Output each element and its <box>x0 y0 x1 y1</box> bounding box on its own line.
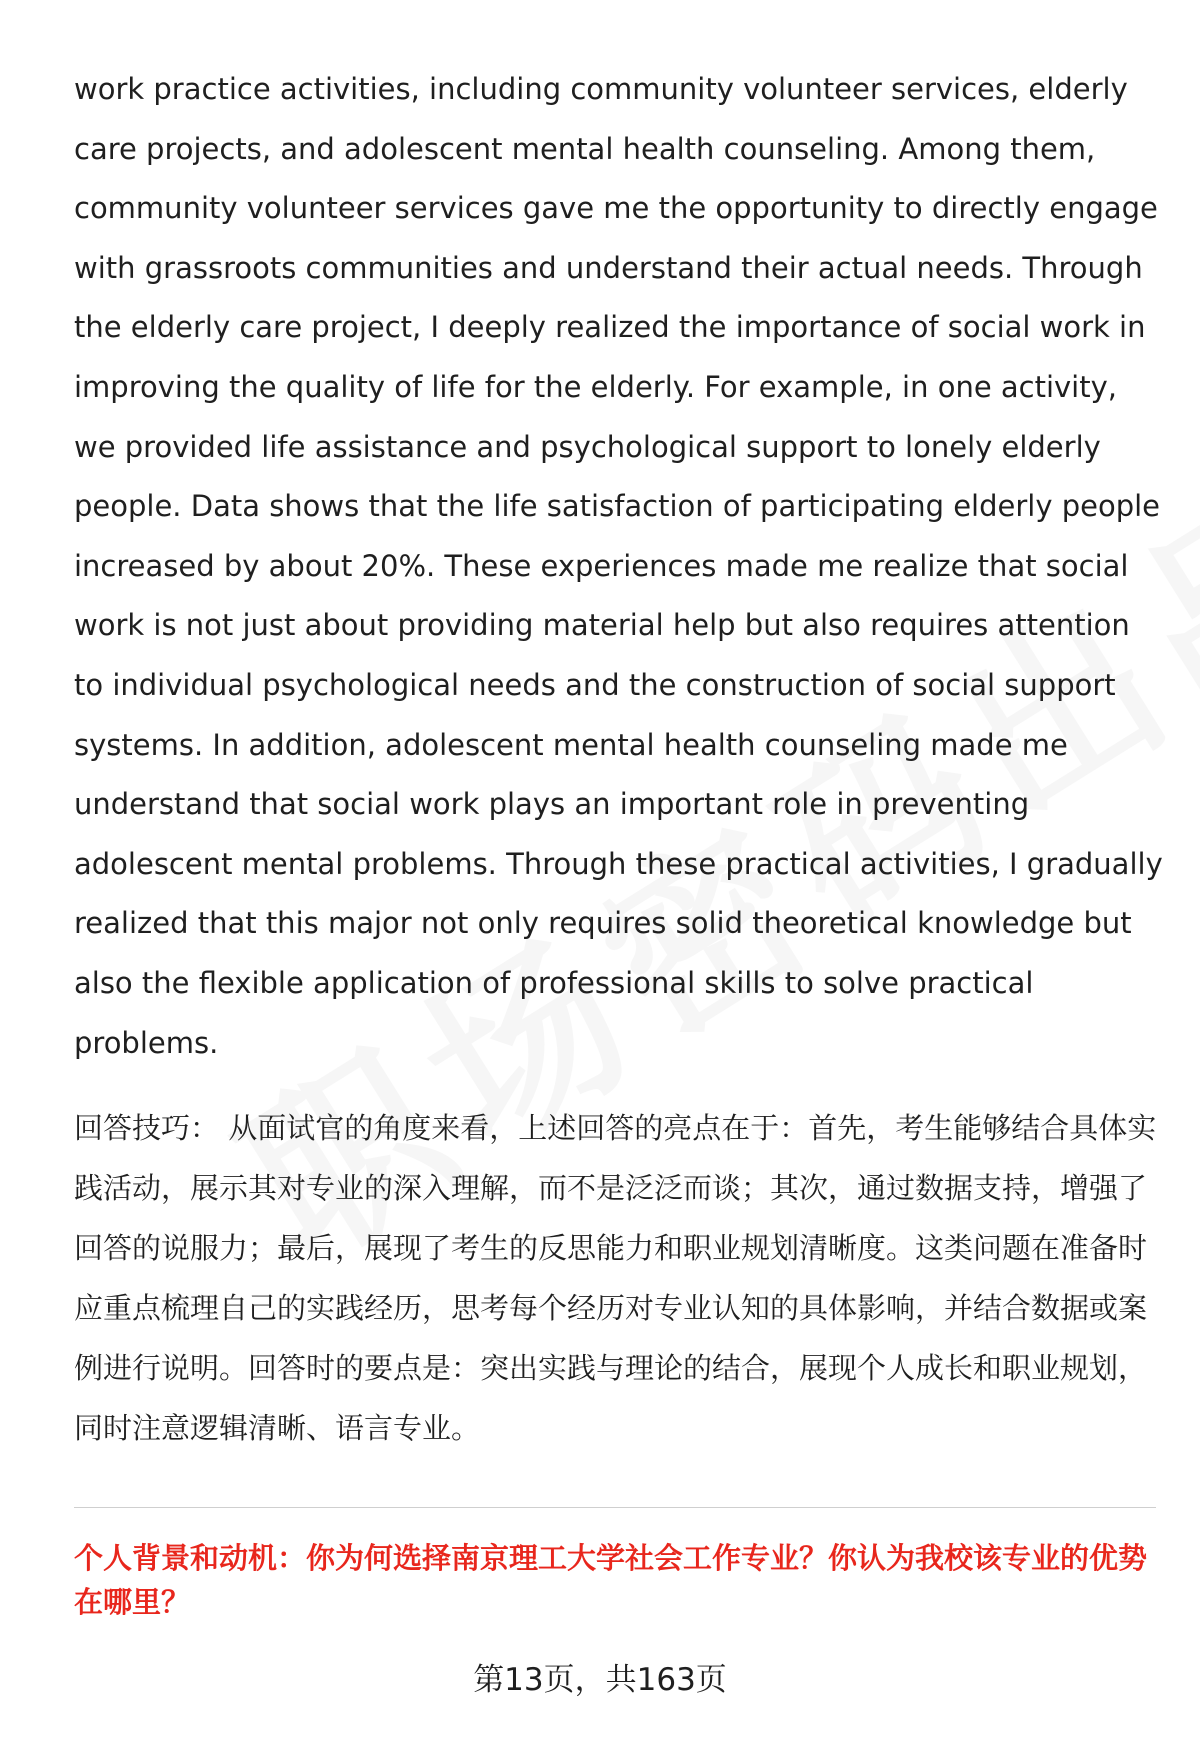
page-number-footer: 第13页，共163页 <box>473 1662 727 1698</box>
answer-paragraph: work practice activities, including community volunteer services, elderly care projects, and adolescent mental health counseling. Among them, community volunteer services gave me the opportunity to directly engage with grassroots communities and understand their actual needs. Through the elderly care project, I deeply realized the importance of social work in improving the quality of life for the elderly. For example, in one activity, we provided life assistance and psychological support to lonely elderly people. Data shows that the life satisfaction of participating elderly people increased by about 20%. These experiences made me realize that social work is not just about providing material help but also requires attention to individual psychological needs and the construction of social support systems. In addition, adolescent mental health counseling made me understand that social work plays an important role in preventing adolescent mental problems. Through these practical activities, I gradually realized that this major not only requires solid theoretical knowledge but also the flexible application of professional skills to solve practical problems. <box>74 72 1163 1060</box>
section-divider <box>74 1507 1156 1508</box>
next-question-heading: 个人背景和动机：你为何选择南京理工大学社会工作专业？你认为我校该专业的优势在哪里？ <box>74 1541 1148 1619</box>
answer-tip-paragraph: 回答技巧： 从面试官的角度来看，上述回答的亮点在于：首先，考生能够结合具体实践活动，展示其对专业的深入理解，而不是泛泛而谈；其次，通过数据支持，增强了回答的说服力；最后，展现了考生的反思能力和职业规划清晰度。这类问题在准备时应重点梳理自己的实践经历，思考每个经历对专业认知的具体影响，并结合数据或案例进行说明。回答时的要点是：突出实践与理论的结合，展现个人成长和职业规划，同时注意逻辑清晰、语言专业。 <box>74 1111 1157 1445</box>
